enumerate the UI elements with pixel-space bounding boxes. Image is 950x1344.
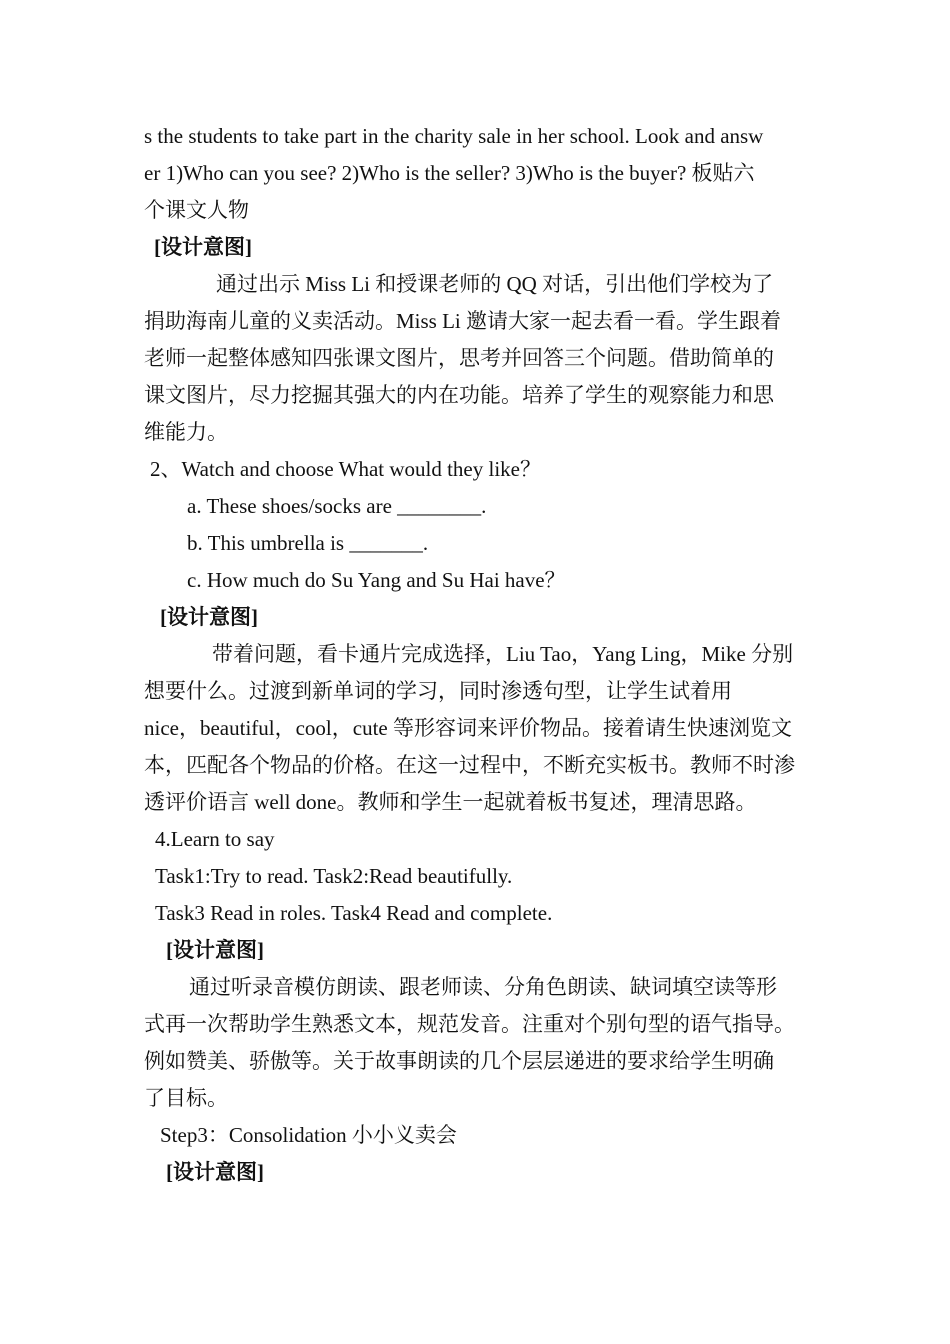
step-heading: Step3：Consolidation 小小义卖会 [160, 1123, 457, 1147]
section-heading-design-intent: [设计意图] [154, 235, 252, 259]
task-line: Task3 Read in roles. Task4 Read and complete. [155, 901, 553, 925]
step-heading: 2、Watch and choose What would they like？ [150, 457, 541, 481]
text-line: 个课文人物 [144, 198, 249, 222]
paragraph-line: 课文图片，尽力挖掘其强大的内在功能。培养了学生的观察能力和思 [144, 383, 774, 407]
paragraph-line: 带着问题，看卡通片完成选择，Liu Tao，Yang Ling，Mike 分别 [212, 642, 794, 666]
paragraph-line: 了目标。 [144, 1086, 228, 1110]
step-heading: 4.Learn to say [155, 827, 275, 851]
text-line: s the students to take part in the charity sale in her school. Look and answ [144, 124, 764, 148]
paragraph-line: 通过出示 Miss Li 和授课老师的 QQ 对话，引出他们学校为了 [216, 272, 774, 296]
paragraph-line: 通过听录音模仿朗读、跟老师读、分角色朗读、缺词填空读等形 [189, 975, 777, 999]
paragraph-line: 想要什么。过渡到新单词的学习，同时渗透句型，让学生试着用 [144, 679, 732, 703]
task-line: Task1:Try to read. Task2:Read beautifully. [155, 864, 513, 888]
question-item-a: a. These shoes/socks are ________. [187, 494, 487, 518]
paragraph-line: 维能力。 [144, 420, 228, 444]
section-heading-design-intent: [设计意图] [166, 938, 264, 962]
paragraph-line: nice，beautiful，cool，cute 等形容词来评价物品。接着请生快速浏览文 [144, 716, 792, 740]
section-heading-design-intent: [设计意图] [160, 605, 258, 629]
section-heading-design-intent: [设计意图] [166, 1160, 264, 1184]
paragraph-line: 式再一次帮助学生熟悉文本，规范发音。注重对个别句型的语气指导。 [144, 1012, 795, 1036]
paragraph-line: 老师一起整体感知四张课文图片，思考并回答三个问题。借助简单的 [144, 346, 774, 370]
paragraph-line: 本，匹配各个物品的价格。在这一过程中，不断充实板书。教师不时渗 [144, 753, 795, 777]
question-item-c: c. How much do Su Yang and Su Hai have？ [187, 568, 566, 592]
paragraph-line: 例如赞美、骄傲等。关于故事朗读的几个层层递进的要求给学生明确 [144, 1049, 774, 1073]
text-line: er 1)Who can you see? 2)Who is the seller? 3)Who is the buyer? 板贴六 [144, 161, 755, 185]
paragraph-line: 透评价语言 well done。教师和学生一起就着板书复述，理清思路。 [144, 790, 757, 814]
paragraph-line: 捐助海南儿童的义卖活动。Miss Li 邀请大家一起去看一看。学生跟着 [144, 309, 782, 333]
question-item-b: b. This umbrella is _______. [187, 531, 429, 555]
